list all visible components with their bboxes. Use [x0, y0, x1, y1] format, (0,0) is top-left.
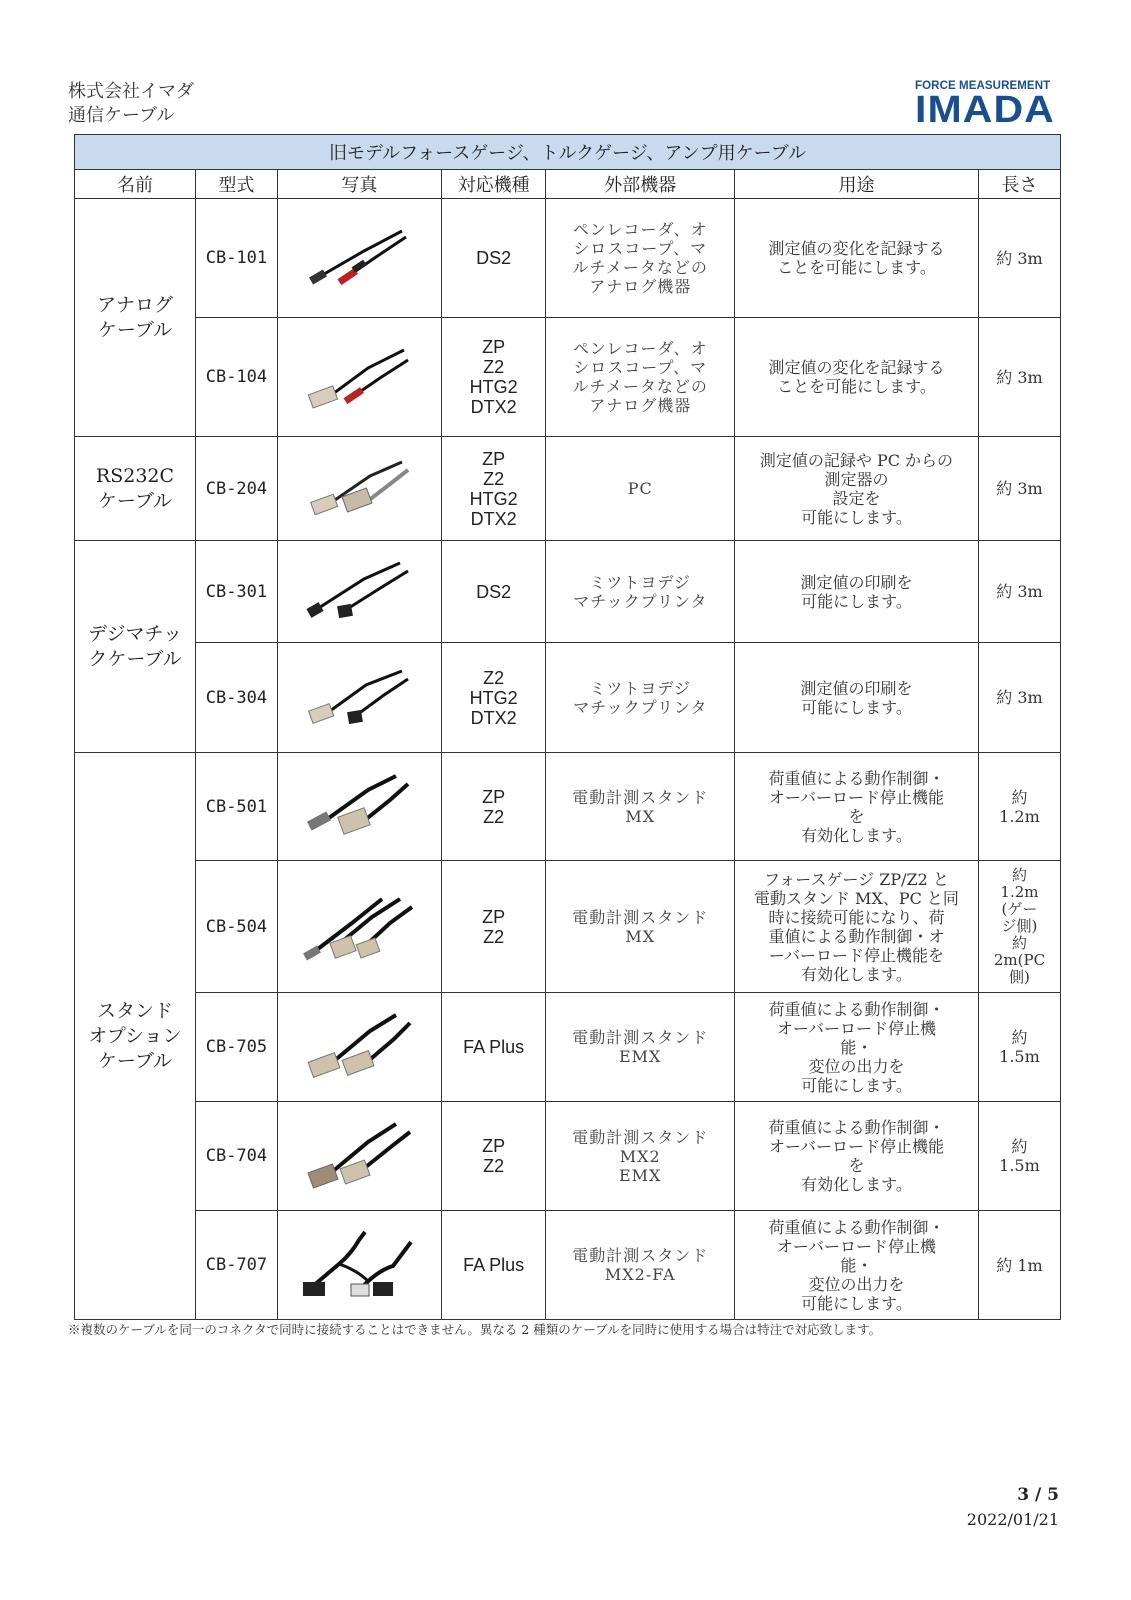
model-cell: CB-301	[195, 541, 277, 643]
document-date: 2022/01/21	[966, 1510, 1059, 1529]
compat-cell: ZP Z2 HTG2 DTX2	[441, 318, 546, 437]
usage-cell: 測定値の印刷を 可能にします。	[735, 541, 979, 643]
column-header: 対応機種	[441, 170, 546, 199]
length-cell: 約 3m	[978, 541, 1060, 643]
page-number: 3 / 5	[1017, 1485, 1059, 1505]
company-name: 株式会社イマダ	[68, 81, 194, 102]
length-cell: 約 1.5m	[978, 1102, 1060, 1211]
length-cell: 約 1m	[978, 1211, 1060, 1320]
table-row	[75, 541, 1061, 643]
column-header: 用途	[735, 170, 979, 199]
printer-cable-photo	[277, 541, 441, 643]
table-row	[75, 861, 1061, 993]
model-cell: CB-705	[195, 993, 277, 1102]
compat-cell: ZP Z2	[441, 753, 546, 861]
usage-cell: 荷重値による動作制御・ オーバーロード停止機 能・ 変位の出力を 可能にします。	[735, 1211, 979, 1320]
external-device-cell: PC	[546, 437, 735, 541]
imada-logo	[915, 80, 1060, 130]
length-cell: 約 3m	[978, 643, 1060, 753]
table-header-row	[75, 170, 1061, 199]
table-row	[75, 643, 1061, 753]
length-cell: 約 1.2m (ゲー ジ側) 約 2m(PC 側)	[978, 861, 1060, 993]
column-header: 名前	[75, 170, 196, 199]
footnote: ※複数のケーブルを同一のコネクタで同時に接続することはできません。異なる 2 種類のケーブルを同時に使用する場合は特注で対応致します。	[68, 1322, 882, 1337]
length-cell: 約 3m	[978, 437, 1060, 541]
usage-cell: 荷重値による動作制御・ オーバーロード停止機能 を 有効化します。	[735, 753, 979, 861]
usage-cell: 測定値の変化を記録する ことを可能にします。	[735, 318, 979, 437]
logo-wordmark: IMADA	[915, 89, 1055, 131]
model-cell: CB-104	[195, 318, 277, 437]
column-header: 長さ	[978, 170, 1060, 199]
usage-cell: 荷重値による動作制御・ オーバーロード停止機 能・ 変位の出力を 可能にします。	[735, 993, 979, 1102]
compat-cell: FA Plus	[441, 1211, 546, 1320]
model-cell: CB-304	[195, 643, 277, 753]
external-device-cell: ペンレコーダ、オ シロスコープ、マ ルチメータなどの アナログ機器	[546, 318, 735, 437]
external-device-cell: ペンレコーダ、オ シロスコープ、マ ルチメータなどの アナログ機器	[546, 199, 735, 318]
usage-cell: 測定値の記録や PC からの 測定器の 設定を 可能にします。	[735, 437, 979, 541]
length-cell: 約 1.5m	[978, 993, 1060, 1102]
group-name-cell: RS232C ケーブル	[75, 437, 196, 541]
compat-cell: ZP Z2	[441, 1102, 546, 1211]
document-title: 通信ケーブル	[68, 105, 175, 126]
table-row	[75, 993, 1061, 1102]
compat-cell: DS2	[441, 541, 546, 643]
serial-cable-photo	[277, 437, 441, 541]
column-header: 外部機器	[546, 170, 735, 199]
external-device-cell: ミツトヨデジ マチックプリンタ	[546, 541, 735, 643]
external-device-cell: 電動計測スタンド MX	[546, 753, 735, 861]
model-cell: CB-501	[195, 753, 277, 861]
compat-cell: ZP Z2 HTG2 DTX2	[441, 437, 546, 541]
external-device-cell: 電動計測スタンド MX2 EMX	[546, 1102, 735, 1211]
model-cell: CB-504	[195, 861, 277, 993]
analog-cable-photo	[277, 318, 441, 437]
group-name-cell: スタンド オプション ケーブル	[75, 753, 196, 1320]
printer-cable-photo	[277, 643, 441, 753]
model-cell: CB-204	[195, 437, 277, 541]
table-row	[75, 1102, 1061, 1211]
logo-subtitle: FORCE MEASUREMENT	[915, 80, 1051, 92]
stand-cable-photo	[277, 861, 441, 993]
stand-cable-photo	[277, 1211, 441, 1320]
usage-cell: 測定値の印刷を 可能にします。	[735, 643, 979, 753]
usage-cell: 測定値の変化を記録する ことを可能にします。	[735, 199, 979, 318]
usage-cell: 荷重値による動作制御・ オーバーロード停止機能 を 有効化します。	[735, 1102, 979, 1211]
stand-cable-photo	[277, 753, 441, 861]
column-header: 写真	[277, 170, 441, 199]
table-row	[75, 318, 1061, 437]
table-row	[75, 753, 1061, 861]
length-cell: 約 3m	[978, 199, 1060, 318]
stand-cable-photo	[277, 993, 441, 1102]
group-name-cell: デジマチッ クケーブル	[75, 541, 196, 753]
model-cell: CB-704	[195, 1102, 277, 1211]
length-cell: 約 1.2m	[978, 753, 1060, 861]
compat-cell: DS2	[441, 199, 546, 318]
group-name-cell: アナログ ケーブル	[75, 199, 196, 437]
compat-cell: Z2 HTG2 DTX2	[441, 643, 546, 753]
table-row	[75, 1211, 1061, 1320]
model-cell: CB-707	[195, 1211, 277, 1320]
cable-table	[74, 134, 1061, 1320]
table-row	[75, 437, 1061, 541]
model-cell: CB-101	[195, 199, 277, 318]
external-device-cell: 電動計測スタンド EMX	[546, 993, 735, 1102]
external-device-cell: 電動計測スタンド MX	[546, 861, 735, 993]
compat-cell: ZP Z2	[441, 861, 546, 993]
length-cell: 約 3m	[978, 318, 1060, 437]
stand-cable-photo	[277, 1102, 441, 1211]
compat-cell: FA Plus	[441, 993, 546, 1102]
table-title: 旧モデルフォースゲージ、トルクゲージ、アンプ用ケーブル	[75, 135, 1061, 170]
usage-cell: フォースゲージ ZP/Z2 と 電動スタンド MX、PC と同 時に接続可能になり、荷 重値による動作制御・オ ーバーロード停止機能を 有効化します。	[735, 861, 979, 993]
table-row	[75, 199, 1061, 318]
column-header: 型式	[195, 170, 277, 199]
company-header	[68, 80, 194, 128]
external-device-cell: 電動計測スタンド MX2-FA	[546, 1211, 735, 1320]
external-device-cell: ミツトヨデジ マチックプリンタ	[546, 643, 735, 753]
analog-cable-photo	[277, 199, 441, 318]
